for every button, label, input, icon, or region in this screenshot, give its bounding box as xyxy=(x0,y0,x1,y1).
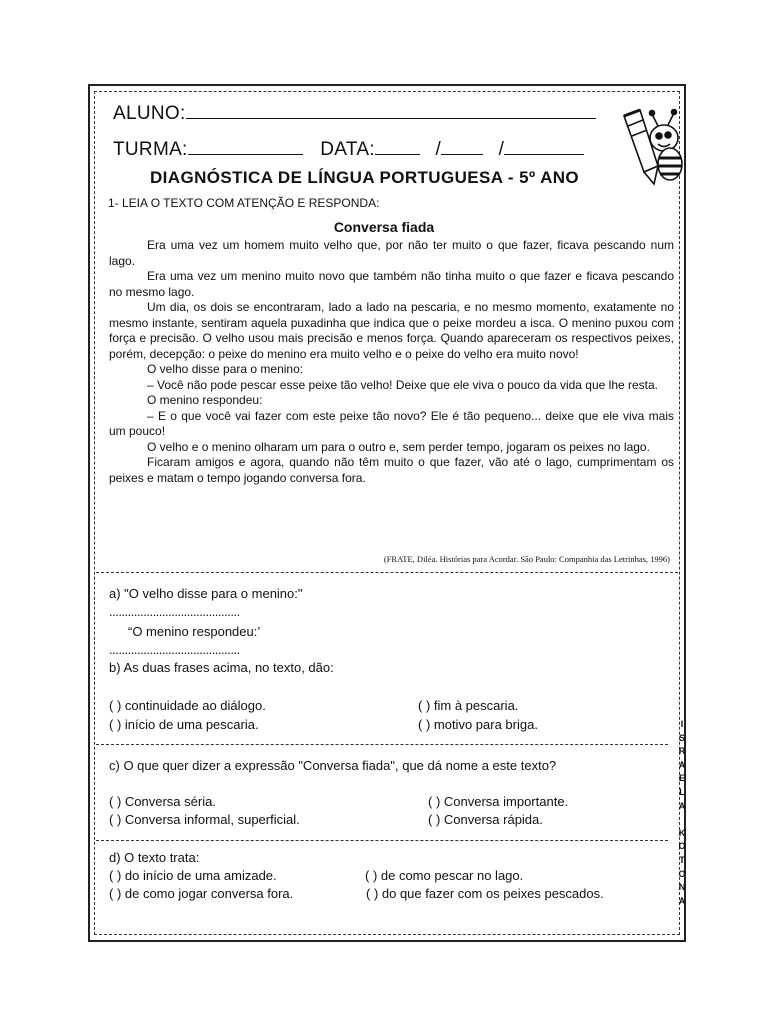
story-paragraph: O velho disse para o menino: xyxy=(147,362,304,376)
question-a-line2: “O menino respondeu:’ xyxy=(128,624,261,639)
side-letter: A xyxy=(678,759,686,770)
section-divider xyxy=(96,744,668,745)
turma-line[interactable] xyxy=(188,138,303,155)
question-c-prompt: c) O que quer dizer a expressão "Conversa fiada", que dá nome a este texto? xyxy=(109,758,557,773)
page-title: DIAGNÓSTICA DE LÍNGUA PORTUGUESA - 5º ANO xyxy=(150,168,580,187)
year-line[interactable] xyxy=(504,138,584,155)
option-b1[interactable]: ( ) continuidade ao diálogo. xyxy=(109,698,266,713)
story-title: Conversa fiada xyxy=(333,219,435,235)
question-b-prompt: b) As duas frases acima, no texto, dão: xyxy=(109,660,334,675)
side-author-credit xyxy=(676,718,688,908)
answer-dots[interactable]: .......................................... xyxy=(109,642,240,657)
date-slash-1: / xyxy=(435,139,442,160)
side-letter: K xyxy=(678,827,686,838)
question-d-prompt: d) O texto trata: xyxy=(109,850,200,865)
date-slash-2: / xyxy=(498,139,505,160)
instruction-text: 1- LEIA O TEXTO COM ATENÇÃO E RESPONDA: xyxy=(108,196,380,210)
option-b4[interactable]: ( ) motivo para briga. xyxy=(418,717,538,732)
story-paragraph: Era uma vez um menino muito novo que também não tinha muito o que fazer e ficava pescando no mesmo lago. xyxy=(109,269,674,299)
option-b3[interactable]: ( ) início de uma pescaria. xyxy=(109,717,259,732)
aluno-row xyxy=(113,102,596,125)
option-c4[interactable]: ( ) Conversa rápida. xyxy=(428,812,543,827)
option-c3[interactable]: ( ) Conversa informal, superficial. xyxy=(109,812,300,827)
side-letter: N xyxy=(678,882,686,893)
data-label: DATA: xyxy=(320,139,375,160)
section-divider xyxy=(96,840,668,841)
option-d1[interactable]: ( ) do início de uma amizade. xyxy=(109,868,277,883)
pencil-bee-mascot-icon xyxy=(606,96,696,196)
story-paragraph: Ficaram amigos e agora, quando não têm muito o que fazer, vão até o lago, cumprimentam os peixes e matam o tempo jogando conversa fora. xyxy=(109,455,674,485)
story-paragraph: O velho e o menino olharam um para o outro e, sem perder tempo, jogaram os peixes no lago. xyxy=(147,439,650,454)
turma-label: TURMA: xyxy=(113,139,188,160)
side-letter: I xyxy=(680,719,684,729)
story-paragraph: O menino respondeu: xyxy=(147,393,263,407)
option-d4[interactable]: ( ) do que fazer com os peixes pescados. xyxy=(366,886,604,901)
side-letter: O xyxy=(678,841,686,852)
story-paragraph: Um dia, os dois se encontraram, lado a lado na pescaria, e no mesmo momento, exatamente no mesmo instante, sentiram aquela puxadinha que indica que o peixe mordeu a isca. O menino puxou com força e precisão. O velho usou mais precisão e menos força. Quando apareceram os respectivos peixes, porém, decepção: o peixe do menino era muito velho e o peixe do velho era muito novo! xyxy=(109,300,674,361)
story-paragraph: – E o que você vai fazer com este peixe tão novo? Ele é tão pequeno... deixe que ele viva mais um pouco! xyxy=(109,408,674,438)
month-line[interactable] xyxy=(441,138,483,155)
day-line[interactable] xyxy=(375,138,420,155)
question-a-line1: a) "O velho disse para o menino:" xyxy=(109,586,303,601)
story-body xyxy=(109,238,674,486)
side-letter: S xyxy=(678,732,685,743)
answer-dots[interactable]: .......................................... xyxy=(109,604,240,619)
aluno-label: ALUNO: xyxy=(113,103,186,124)
aluno-name-line[interactable] xyxy=(186,102,596,119)
option-c1[interactable]: ( ) Conversa séria. xyxy=(109,794,216,809)
side-letter: R xyxy=(678,746,686,757)
section-divider xyxy=(96,572,678,573)
story-credit: (FRATE, Diléa. Histórias para Acordar. São Paulo: Companhia das Letrinhas, 1996) xyxy=(383,554,670,564)
side-letter: A xyxy=(678,895,686,906)
side-letter: O xyxy=(678,868,686,879)
option-d2[interactable]: ( ) de como pescar no lago. xyxy=(365,868,524,883)
turma-data-row xyxy=(113,138,584,161)
story-paragraph: Era uma vez um homem muito velho que, por não ter muito o que fazer, ficava pescando num lago. xyxy=(109,238,674,268)
side-letter xyxy=(676,813,688,827)
side-letter: T xyxy=(679,854,685,865)
side-letter: A xyxy=(678,800,686,811)
side-letter: E xyxy=(678,773,685,784)
option-b2[interactable]: ( ) fim à pescaria. xyxy=(418,698,519,713)
option-d3[interactable]: ( ) de como jogar conversa fora. xyxy=(109,886,294,901)
option-c2[interactable]: ( ) Conversa importante. xyxy=(428,794,569,809)
story-paragraph: – Você não pode pescar esse peixe tão velho! Deixe que ele viva o pouco da vida que lhe resta. xyxy=(147,377,659,392)
side-letter: L xyxy=(679,786,685,797)
